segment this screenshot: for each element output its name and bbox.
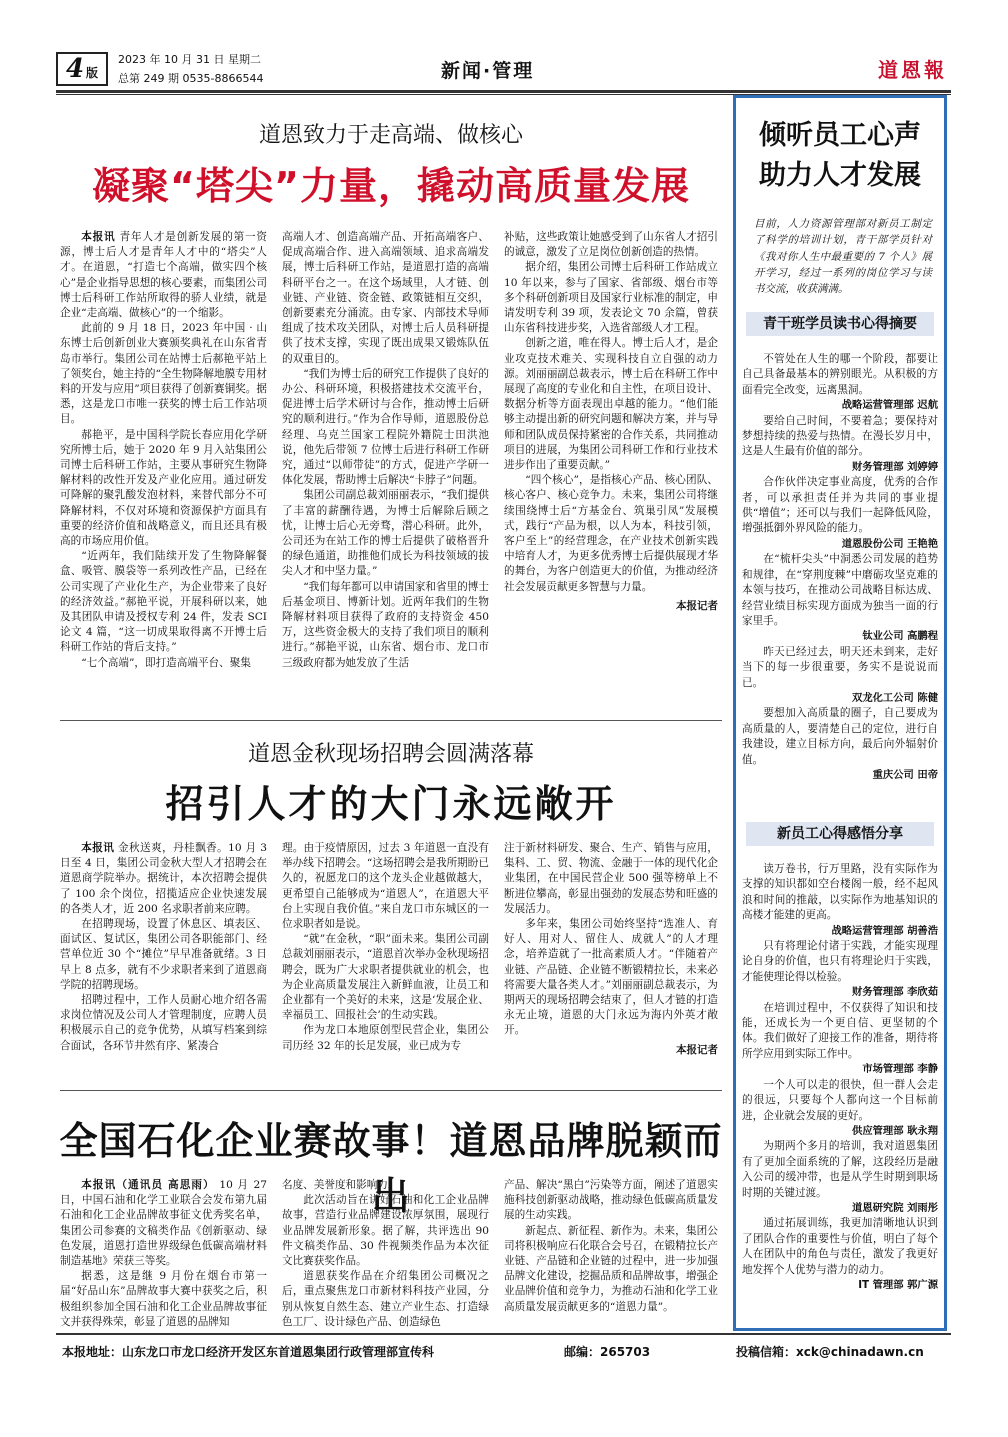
article1-subhead: 道恩致力于走高端、做核心 — [258, 123, 523, 148]
article1-byline: 本报记者 — [676, 599, 718, 612]
footer-rule — [56, 1333, 951, 1335]
sidebar-band-2: 新员工心得感悟分享 — [746, 822, 934, 846]
article2-column-1 — [60, 841, 267, 1054]
sidebar-entry-text: 要给自己时间，不要着急；要保持对梦想持续的热爱与热情。在漫长岁月中，这是人生最有价值的部分。 — [742, 414, 938, 458]
sidebar-entry-signature: 道恩研究院 刘雨彤 — [852, 1201, 938, 1214]
sidebar-entry-text: 在“梳杆尖头”中洞悉公司发展的趋势和规律，在“穿荆度棘”中磨砺攻坚克难的本领与技巧，在推动公司战略目标达成、经营业绩目标实现方面成为独当一面的行家里手。 — [742, 553, 938, 627]
sidebar-entry-text: 昨天已经过去，明天还未到来，走好当下的每一步很重要，务实不是说说而已。 — [742, 645, 938, 689]
page-number-badge — [56, 52, 108, 86]
article3-column-2 — [282, 1178, 489, 1330]
article2-byline: 本报记者 — [676, 1043, 718, 1056]
article2-column-3 — [504, 841, 718, 1058]
article1-paragraph: 集团公司副总裁刘丽丽表示，“我们提供了丰富的薪酬待遇，为博士后解除后顾之忧，让博士后心无旁骛，潜心科研。此外，公司还为在站工作的博士后提供了破格晋升的绿色通道，助推他们成长为科技领域的拔尖人才和中坚力量。” — [282, 489, 489, 578]
article2-paragraph: 在招聘现场，设置了休息区、填表区、面试区、复试区，集团公司各职能部门、经营单位近 30 个“摊位”早早准备就绪。3 日早上 8 点多，就有不少求职者来到了道恩商学院的招聘现场。 — [60, 918, 267, 991]
newspaper-logo: 道恩報 — [878, 58, 947, 82]
sidebar-entry-signature: 财务管理部 李欣茹 — [852, 986, 938, 999]
sidebar-title-line1: 倾听员工心声 — [759, 120, 921, 151]
sidebar-entry-text: 为期两个多月的培训，我对道恩集团有了更加全面系统的了解，这段经历是融入公司的缓冲带，也是从学生时期到职场时期的关键过渡。 — [742, 1140, 938, 1199]
article1-column-2 — [282, 230, 489, 671]
issue-date: 2023 年 10 月 31 日 星期二 — [118, 53, 261, 66]
article1-lead: 本报讯 — [81, 231, 116, 243]
issue-number: 总第 249 期 0535-8866544 — [118, 72, 264, 85]
article3-paragraph: 据悉，这是继 9 月份在烟台市第一届“好品山东”品牌故事大赛中获奖之后，积极组织参加全国石油和化工企业品牌故事征文并获得殊荣，彰显了道恩的品牌知 — [60, 1270, 267, 1328]
article1-paragraph: 补贴，这些政策让她感受到了山东省人才招引的诚意，激发了立足岗位创新创造的热情。 — [504, 231, 718, 259]
page-number-suffix: 版 — [86, 66, 99, 80]
article2-lead: 本报讯 — [81, 842, 115, 854]
article-divider — [60, 720, 722, 721]
article3-paragraph: 10 月 27 日，中国石油和化学工业联合会发布第九届石油和化工企业品牌故事征文优秀奖名单，集团公司参赛的文稿类作品《创新驱动、绿色发展，道恩打造世界级绿色低碳高端材料制造基地》荣获三等奖。 — [60, 1179, 268, 1268]
article1-column-3 — [504, 230, 718, 614]
article1-paragraph: “七个高端”，即打造高端平台、聚集 — [81, 656, 251, 669]
sidebar-title — [736, 116, 944, 196]
article3-paragraph: 新起点、新征程、新作为。未来，集团公司将积极响应石化联合会号召，在锻精拉长产业链、产品链和企业链的过程中，进一步加强品牌文化建设，挖掘品质和品牌故事，增强企业品牌价值和竞争力，为推动石油和化学工业高质量发展贡献更多的“道恩力量”。 — [504, 1224, 718, 1313]
sidebar-band-1: 青干班学员读书心得摘要 — [746, 312, 934, 336]
footer-address: 本报地址：山东龙口市龙口经济开发区东首道恩集团行政管理部宣传科 — [62, 1345, 435, 1359]
header-rule — [56, 90, 951, 93]
article1-paragraph: “四个核心”，是指核心产品、核心团队、核心客户、核心竞争力。未来，集团公司将继续围绕博士后“方基金台、筑巢引凤”发展模式，践行“产品为根，以人为本，科技引领，客户至上”的经营理念，在产业技术创新实践中培育人才，为更多优秀博士后提供展现才华的舞台，为客户创造更大的价值，为推动经济社会发展贡献更多智慧与力量。 — [504, 474, 718, 593]
article1-headline: 凝聚“塔尖”力量，撬动高质量发展 — [92, 164, 690, 208]
article1-paragraph: 郝艳平，是中国科学院长春应用化学研究所博士后，她于 2020 年 9 月入站集团公司博士后科研工作站，主要从事研究生物降解材料的改性开发及产业化应用。通过研发可降解的聚乳酸发泡材料，来替代部分不可降解材料，不仅对环境和资源保护方面具有重要的经济价值和战略意义，而且还具有极高的市场应用价值。 — [60, 428, 267, 548]
article3-column-3 — [504, 1178, 718, 1315]
article2-subhead: 道恩金秋现场招聘会圆满落幕 — [247, 742, 534, 767]
sidebar-entry-signature: 供应管理部 耿永翔 — [852, 1124, 938, 1137]
article3-paragraph: 此次活动旨在讲好石油和化工企业品牌故事，营造行业品牌建设浓厚氛围，展现行业品牌发展新形象。据了解，共评选出 90 件文稿类作品、30 件视频类作品为本次征文比赛获奖作品。 — [282, 1194, 489, 1268]
sidebar-entry-text: 要想加入高质量的圈子，自己要成为高质量的人，要清楚自己的定位，进行自我建设，建立目标方向，最后向外辐射价值。 — [742, 707, 938, 766]
article2-paragraph: 多年来，集团公司始终坚持“选准人、育好人、用对人、留住人、成就人”的人才理念，培养造就了一批高素质人才。“伴随着产业链、产品链、企业链不断锻精拉长，未来必将需要大量各类人才。”刘丽丽副总裁表示，为期两天的现场招聘会结束了，但人才链的打造永无止境，道恩的大门永远为海内外英才敞开。 — [504, 918, 718, 1037]
sidebar-entry-signature: 财务管理部 刘婷婷 — [852, 460, 938, 473]
article1-column-1 — [60, 230, 267, 671]
sidebar-entry-signature: 市场管理部 李静 — [862, 1063, 938, 1076]
article2-paragraph: 作为龙口本地原创型民营企业，集团公司历经 32 年的长足发展，业已成为专 — [282, 1024, 489, 1052]
page-number: 4 — [65, 54, 85, 84]
article1-paragraph: 创新之道，唯在得人。博士后人才，是企业攻克技术难关、实现科技自立自强的动力源。刘丽丽副总裁表示，博士后在科研工作中展现了高度的专业化和自主性，在项目设计、数据分析等方面表现出卓越的能力。“他们能够主动提出新的研究问题和解决方案，并与导师和团队成员保持紧密的合作关系，共同推动项目的进展，为集团公司科研工作和行业技术进步作出了重要贡献。” — [504, 337, 718, 472]
article1-paragraph: 高端人才、创造高端产品、开拓高端客户、促成高端合作、进入高端领域、追求高端发展，博士后科研工作站，是道恩打造的高端科研平台之一。在这个场域里，人才链、创业链、产业链、资金链、政策链相互交织，创新要素充分涌流。由专家、内部技术导师组成了技术攻关团队，对博士后人员科研提供了技术支撑，实现了既出成果又锻炼队伍的双重目的。 — [282, 231, 489, 365]
footer-postcode: 邮编：265703 — [564, 1345, 651, 1359]
article3-column-1 — [60, 1178, 267, 1330]
article2-paragraph: 招聘过程中，工作人员耐心地介绍各需求岗位情况及公司人才管理制度，应聘人员积极展示自己的竞争优势，从填写档案到综合面试，各环节井然有序、紧凑合 — [60, 994, 267, 1052]
article2-paragraph: 金秋送爽，丹桂飘香。10 月 3 日至 4 日，集团公司金秋大型人才招聘会在道恩商学院举办。据统计，本次招聘会提供了 100 余个岗位，招揽适应企业快速发展的各类人才，近 200 名求职者前来应聘。 — [60, 842, 267, 915]
sidebar-entry-text: 只有将理论付诸于实践，才能实现理论自身的价值，也只有将理论归于实践，才能使理论得以检验。 — [742, 940, 938, 983]
sidebar-entry-signature: 重庆公司 田帝 — [872, 768, 938, 781]
page-footer — [56, 1339, 951, 1363]
article-divider — [60, 1090, 722, 1091]
sidebar-title-line2: 助力人才发展 — [759, 160, 921, 191]
sidebar-entry-signature: 战略运营管理部 胡善浩 — [831, 924, 938, 937]
sidebar-entry-text: 不管处在人生的哪一个阶段，都要让自己具备最基本的辨别眼光。从积极的方面看完全改变，远离黑洞。 — [742, 353, 938, 396]
article2-column-2 — [282, 841, 489, 1054]
sidebar-entry-text: 一个人可以走的很快，但一群人会走的很远，只要每个人都向这一个目标前进，企业就会发展的更好。 — [742, 1078, 938, 1122]
sidebar-box — [733, 95, 947, 1331]
sidebar-entry-text: 合作伙伴决定事业高度，优秀的合作者，可以承担责任并为共同的事业提供“增值”；还可以与我们一起降低风险，增强抵御外界风险的能力。 — [742, 476, 938, 535]
article1-paragraph: “我们为博士后的研究工作提供了良好的办公、科研环境，积极搭建技术交流平台，促进博士后学术研讨与合作，推动博士后研究的顺利进行。”作为合作导师，道恩股份总经理、乌克兰国家工程院外籍院士田洪池说，他先后带领 7 位博士后进行科研工作研究，通过“以师带徒”的方式，促进产学研一体化发展，帮助博士后解决“卡脖子”问题。 — [282, 367, 489, 487]
article3-lead: 本报讯（通讯员 高思雨） — [81, 1179, 215, 1191]
article1-paragraph: “近两年，我们陆续开发了生物降解餐盒、吸管、膜袋等一系列改性产品，已经在公司实现了产业化生产，为企业带来了良好的经济效益。”郝艳平说，开展科研以来，她及其团队申请及授权专利 24 件，发表 SCI 论文 4 篇，“这一切成果取得离不开博士后科研工作站的背后支持。” — [60, 550, 267, 654]
sidebar-entry-text: 读万卷书，行万里路，没有实际作为支撑的知识都如空台楼阁一般，经不起风浪和时间的推敲，以实际作为地基知识的高楼才能建的更高。 — [742, 863, 938, 922]
article3-paragraph: 道恩获奖作品在介绍集团公司概况之后，重点聚焦龙口市新材料科技产业园，分别从恢复自然生态、建立产业生态、打造绿色工厂、设计绿色产品、创造绿色 — [282, 1270, 489, 1328]
article1-paragraph: 此前的 9 月 18 日，2023 年中国 · 山东博士后创新创业大赛颁奖典礼在山东省青岛市举行。集团公司在站博士后郝艳平站上了领奖台，她主持的“全生物降解地膜专用材料的开发与应用”项目获得了创新赛铜奖。据悉，这是龙口市唯一获奖的博士后工作站项目。 — [60, 322, 267, 426]
sidebar-entry-signature: 钛业公司 高鹏程 — [862, 630, 938, 643]
article2-paragraph: 理。由于疫情原因，过去 3 年道恩一直没有举办线下招聘会。“这场招聘会是我所期盼已久的，祝愿龙口的这个龙头企业越做越大，更希望自己能够成为“道恩人”，在道恩大平台上实现自我价值。”来自龙口市东城区的一位求职者如是说。 — [282, 842, 489, 931]
sidebar-entries-1 — [742, 352, 938, 783]
article1-paragraph: 青年人才是创新发展的第一资源，博士后人才是青年人才中的“塔尖”人才。在道恩，“打造七个高端，做实四个核心”是企业指导思想的核心要素，而集团公司博士后科研工作站所取得的骄人业绩，就是企业“走高端、做核心”的一个缩影。 — [60, 231, 268, 320]
article1-paragraph: “我们每年都可以申请国家和省里的博士后基金项目、博新计划。近两年我们的生物降解材料项目获得了政府的支持资金 450 万，这些资金极大的支持了我们项目的顺利进行。”郝艳平说，山东省、烟台市、龙口市三级政府都为她发放了生活 — [282, 580, 489, 669]
sidebar-entry-signature: IT 管理部 郭广源 — [858, 1278, 938, 1291]
article3-headline: 全国石化企业赛故事！道恩品牌脱颖而出 — [59, 1119, 723, 1218]
article3-paragraph: 名度、美誉度和影响力。 — [282, 1179, 399, 1191]
article1-paragraph: 据介绍，集团公司博士后科研工作站成立 10 年以来，参与了国家、省部级、烟台市等多个科研创新项目及国家行业标准的制定，申请发明专利 39 项，发表论文 70 余篇，曾获山东省科技进步奖，入选省部级人才工程。 — [504, 261, 718, 335]
sidebar-entry-signature: 战略运营管理部 迟航 — [841, 399, 938, 412]
section-title: 新闻·管理 — [441, 60, 535, 82]
page-header — [56, 48, 951, 90]
sidebar-entry-text: 通过拓展训练，我更加清晰地认识到了团队合作的重要性与价值，明白了每个人在团队中的角色与责任，激发了我更好地发挥个人优势与潜力的动力。 — [742, 1217, 938, 1276]
article2-paragraph: 注于新材料研发、聚合、生产、销售与应用，集科、工、贸、物流、金融于一体的现代化企业集团，在中国民营企业 500 强等榜单上不断进位攀高，彰显出强劲的发展态势和旺盛的发展活力。 — [504, 842, 718, 915]
article2-paragraph: “就”在金秋，“职”面未来。集团公司副总裁刘丽丽表示，“道恩首次举办金秋现场招聘会，既为广大求职者提供就业的机会，也为企业高质量发展注入新鲜血液，让员工和企业都有一个美好的未来，这是‘发展企业、幸福员工、回报社会’的生动实践。 — [282, 933, 489, 1022]
sidebar-entries-2 — [742, 862, 938, 1293]
article3-paragraph: 产品、解决“黑白”污染等方面，阐述了道恩实施科技创新驱动战略，推动绿色低碳高质量发展的生动实践。 — [504, 1179, 718, 1222]
sidebar-entry-signature: 道恩股份公司 王艳艳 — [841, 537, 938, 550]
footer-email: 投稿信箱：xck@chinadawn.cn — [736, 1345, 924, 1359]
sidebar-intro: 目前，人力资源管理部对新员工制定了科学的培训计划，青干部学员针对《我对你人生中最重要的 7 个人》展开学习，经过一系列的岗位学习与读书交流，收获满满。 — [754, 218, 932, 296]
sidebar-entry-signature: 双龙化工公司 陈健 — [852, 691, 938, 704]
sidebar-entry-text: 在培训过程中，不仅获得了知识和技能，还成长为一个更自信、更坚韧的个体。我们做好了迎接工作的准备，期待将所学应用到实际工作中。 — [742, 1001, 938, 1060]
article2-headline: 招引人才的大门永远敞开 — [165, 782, 617, 826]
